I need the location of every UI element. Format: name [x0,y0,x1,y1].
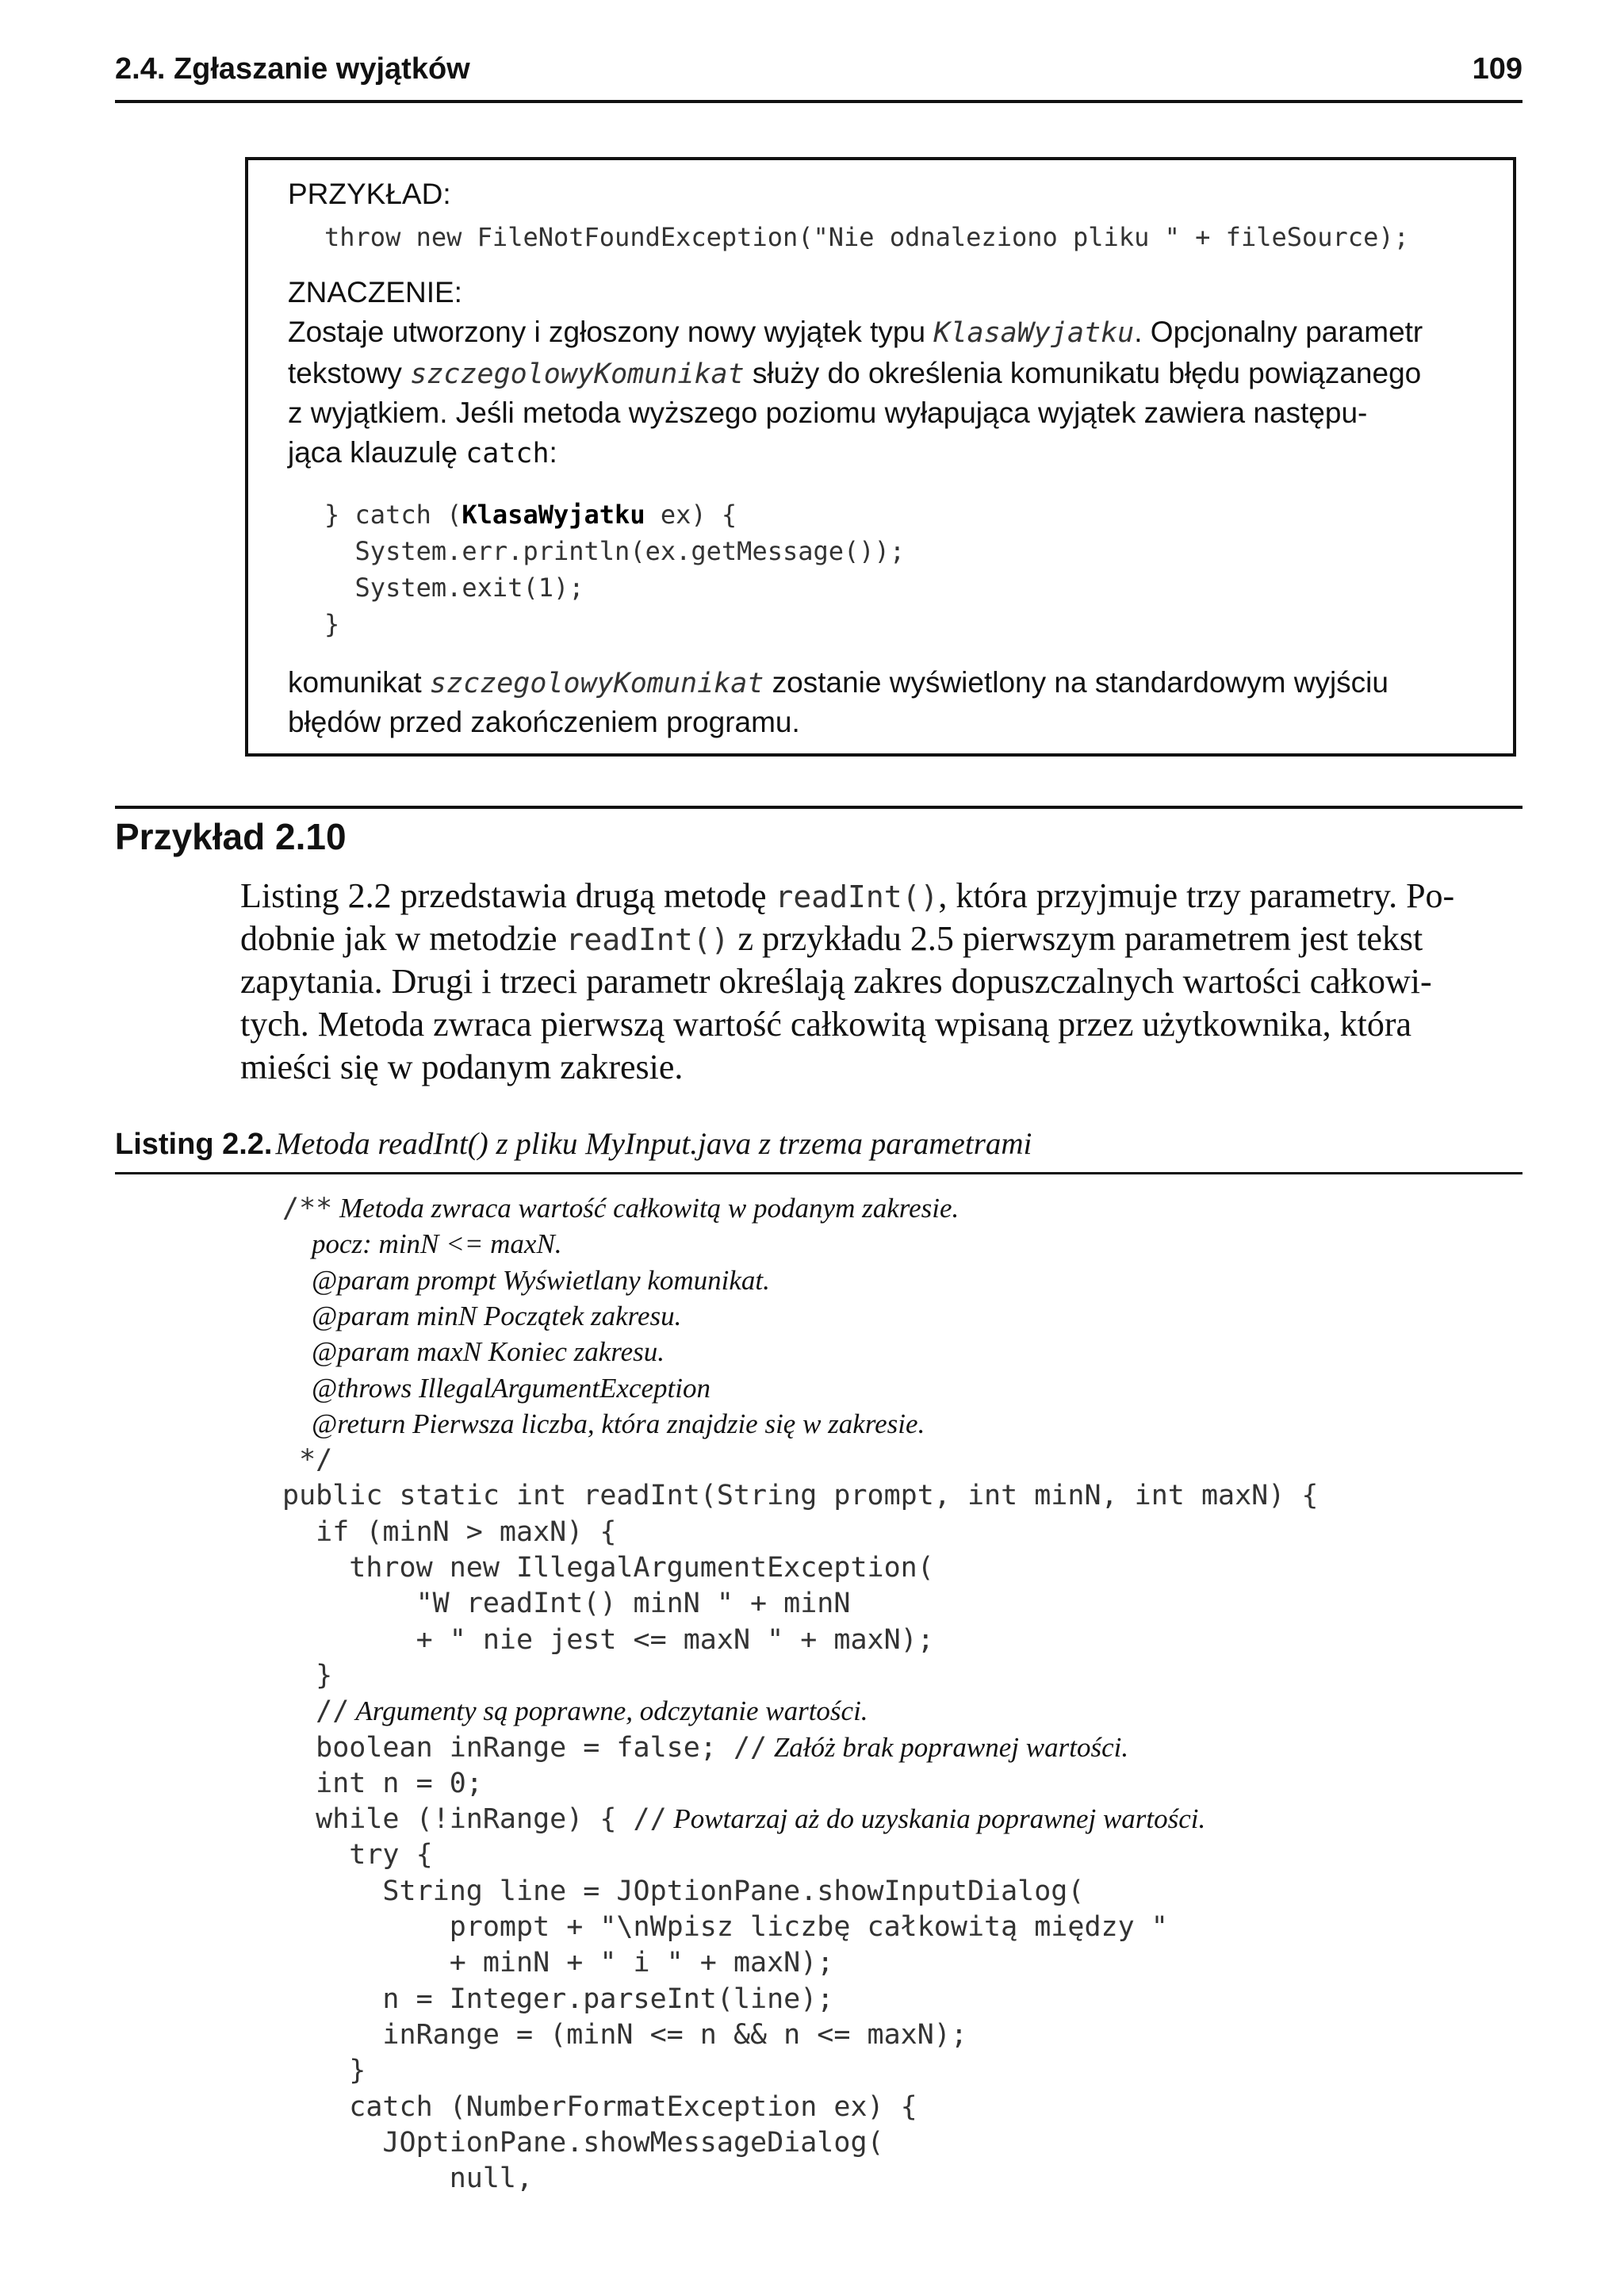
paragraph-line: mieści się w podanym zakresie. [240,1048,684,1086]
section-title: 2.4. Zgłaszanie wyjątków [115,52,470,86]
code-text: // [282,1695,350,1728]
after-line: błędów przed zakończeniem programu. [288,706,800,738]
code-comment: @param minN Początek zakresu. [312,1300,682,1331]
code-line [282,2055,366,2086]
keyword-catch: catch [465,438,550,469]
code-line [282,1480,1318,1511]
code-text: /** [282,1193,333,1224]
code-comment: @throws IllegalArgumentException [312,1372,710,1404]
code-text: inRange = (minN <= n && n <= maxN); [282,2018,967,2051]
param-name: szczegolowyKomunikat [410,358,745,390]
meaning-label: ZNACZENIE: [288,276,462,308]
code-text: boolean inRange = false; // [282,1731,768,1764]
code-line [282,2019,967,2051]
code-text: try { [282,1839,433,1871]
code-line [282,1516,616,1548]
method-name: readInt() [565,922,730,957]
code-comment: Argumenty są poprawne, odczytanie wartości. [349,1695,868,1727]
code-line [282,2091,917,2123]
example-code: throw new FileNotFoundException("Nie odnaleziono pliku " + fileSource); [324,222,1409,252]
code-line [282,1552,934,1584]
code-line [282,1624,934,1656]
meaning-line: jąca klauzulę catch: [288,436,557,469]
code-text: JOptionPane.showMessageDialog( [282,2126,884,2159]
meaning-line: Zostaje utworzony i zgłoszony nowy wyjątek typu KlasaWyjatku. Opcjonalny parametr [288,316,1423,349]
class-name: KlasaWyjatku [933,317,1135,349]
code-line [282,1768,483,1799]
code-line [312,1408,925,1440]
listing-title: Metoda readInt() z pliku MyInput.java z trzema parametrami [275,1127,1032,1161]
code-line [312,1228,562,1260]
code-line [312,1265,770,1297]
code-line [282,1947,833,1979]
code-text: catch (NumberFormatException ex) { [282,2090,917,2123]
code-comment: @param prompt Wyświetlany komunikat. [312,1264,770,1296]
code-comment: @param maxN Koniec zakresu. [312,1336,665,1368]
code-text: int n = 0; [282,1767,483,1799]
meaning-line: tekstowy szczegolowyKomunikat służy do określenia komunikatu błędu powiązanego [288,357,1422,390]
code-line [282,1803,1205,1835]
catch-code-line: System.exit(1); [324,573,584,603]
code-line [282,1660,332,1691]
code-comment: Powtarzaj aż do uzyskania poprawnej wartości. [666,1803,1206,1835]
code-line [282,2127,884,2159]
code-line [282,1875,1084,1907]
code-text: + minN + " i " + maxN); [282,1947,834,1979]
method-name: readInt() [775,879,939,914]
code-line [312,1373,710,1404]
syntax-box [245,157,1516,757]
code-text: public static int readInt(String prompt, int minN, int maxN) { [282,1480,1319,1512]
code-text: } [282,1659,333,1691]
code-text: */ [282,1444,333,1477]
code-text: String line = JOptionPane.showInputDialog( [282,1875,1085,1907]
code-comment: pocz: minN <= maxN. [312,1228,562,1260]
page-number: 109 [1472,52,1522,86]
code-line [282,2163,533,2194]
running-header [115,49,1522,103]
catch-code-line: } [324,609,340,639]
code-line [282,1695,868,1727]
catch-code-line: } catch (KlasaWyjatku ex) { [324,500,737,530]
code-line [282,1911,1168,1943]
code-line [282,1193,959,1224]
code-text: throw new IllegalArgumentException( [282,1552,934,1584]
listing-label: Listing 2.2. [115,1128,273,1161]
paragraph-line: tych. Metoda zwraca pierwszą wartość całkowitą wpisaną przez użytkownika, która [240,1005,1412,1044]
code-line [282,1732,1128,1764]
code-line [282,1444,332,1476]
code-line [312,1301,681,1332]
code-text: n = Integer.parseInt(line); [282,1983,834,2015]
meaning-line: z wyjątkiem. Jeśli metoda wyższego poziomu wyłapująca wyjątek zawiera następu- [288,397,1368,429]
section-rule [115,806,1522,809]
paragraph-line: dobnie jak w metodzie readInt() z przykładu 2.5 pierwszym parametrem jest tekst [240,919,1423,958]
listing-caption [115,1126,1522,1174]
code-text: + " nie jest <= maxN " + maxN); [282,1623,934,1656]
param-name: szczegolowyKomunikat [429,668,764,699]
paragraph-line: zapytania. Drugi i trzeci parametr określają zakres dopuszczalnych wartości całkowi- [240,962,1432,1001]
code-comment: Metoda zwraca wartość całkowitą w podanym zakresie. [332,1193,959,1224]
section-heading: Przykład 2.10 [115,816,347,857]
example-label: PRZYKŁAD: [288,178,451,210]
code-text: } [282,2055,366,2087]
code-text: while (!inRange) { // [282,1803,667,1836]
code-text: prompt + "\nWpisz liczbę całkowitą między " [282,1911,1168,1943]
after-line: komunikat szczegolowyKomunikat zostanie wyświetlony na standardowym wyjściu [288,666,1388,699]
code-comment: Załóż brak poprawnej wartości. [767,1731,1129,1763]
code-line [282,1983,833,2015]
catch-code-line: System.err.println(ex.getMessage()); [324,536,906,566]
code-line [282,1588,850,1619]
code-line [312,1336,665,1368]
code-line [282,1839,433,1871]
code-comment: @return Pierwsza liczba, która znajdzie się w zakresie. [312,1408,925,1439]
paragraph-line: Listing 2.2 przedstawia drugą metodę readInt(), która przyjmuje trzy parametry. Po- [240,876,1455,915]
code-text: null, [282,2163,534,2195]
code-text: if (minN > maxN) { [282,1515,617,1548]
code-text: "W readInt() minN " + minN [282,1588,851,1620]
